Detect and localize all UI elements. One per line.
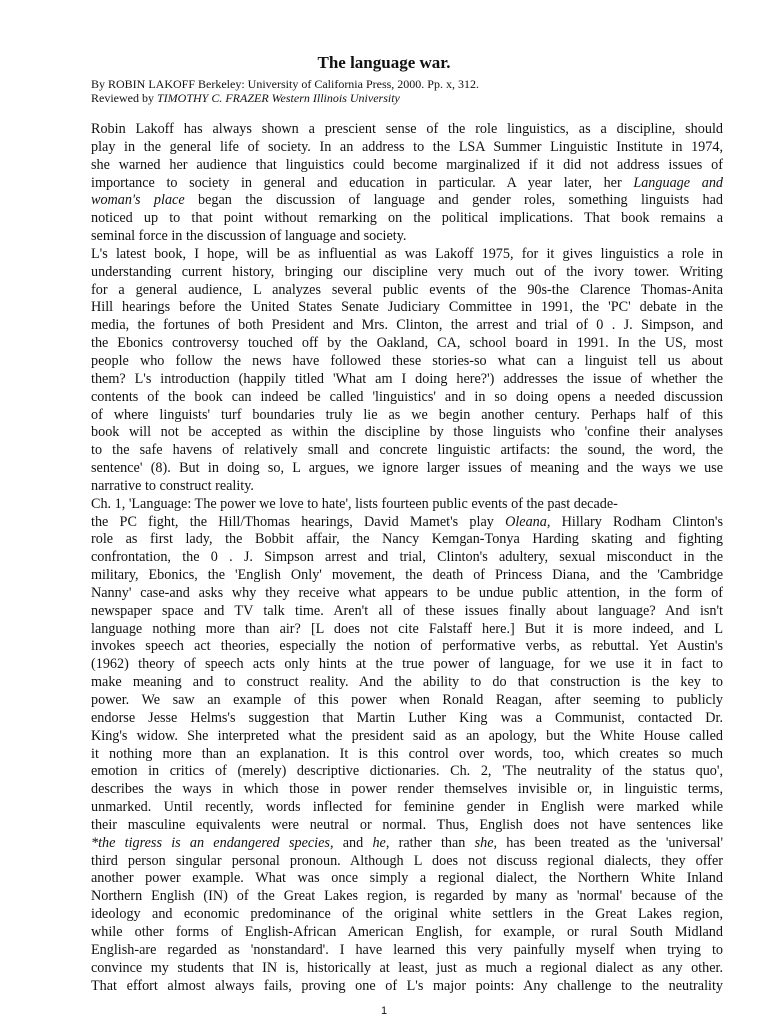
review-title: The language war. xyxy=(317,53,451,72)
text-line: language nothing more than air? [L does not cite Falstaff here.] But it is more indeed, and L xyxy=(91,620,723,637)
text-line: military, Ebonics, the 'English Only' movement, the death of Princess Diana, and the 'Cambridge xyxy=(91,567,723,584)
text-line: for a general audience, L analyzes several public events of the 90s-the Clarence Thomas-Anita xyxy=(91,281,723,298)
text-line: understanding current history, bringing our discipline very much out of the ivory tower. Writing xyxy=(91,263,723,280)
text-line: media, the fortunes of both President and Mrs. Clinton, the arrest and trial of 0 . J. Simpson, and xyxy=(91,317,723,334)
text-line: That effort almost always fails, proving one of L's major points: Any challenge to the neutrality xyxy=(91,977,723,994)
text-line: third person singular personal pronoun. Although L does not discuss regional dialects, they offer xyxy=(91,852,723,869)
text-line: importance to society in general and education in particular. A year later, her Language and xyxy=(91,174,723,191)
text-line: Ch. 1, 'Language: The power we love to hate', lists fourteen public events of the past decade- xyxy=(91,495,618,512)
text-line: play in the general life of society. In an address to the LSA Summer Linguistic Institute in 1974, xyxy=(91,138,723,155)
text-line: unmarked. Until recently, words inflected for feminine gender in English were marked while xyxy=(91,799,723,816)
reviewer-line xyxy=(91,91,691,105)
text-line: woman's place began the discussion of language and gender roles, something linguists had xyxy=(91,192,723,209)
text-line: them? L's introduction (happily titled 'What am I doing here?') addresses the issue of whether the xyxy=(91,370,723,387)
text-line: people who follow the news have followed these stories-so what can a linguist tell us about xyxy=(91,352,723,369)
review-body xyxy=(91,121,723,995)
text-line: of where linguists' turf boundaries truly lie as we begin another century. Perhaps half of this xyxy=(91,406,723,423)
reviewed-prefix: Reviewed by xyxy=(91,91,157,105)
text-line: role as first lady, the Bobbit affair, the Nancy Kemgan-Tonya Harding skating and fighting xyxy=(91,531,723,548)
text-line: invokes speech act theories, especially the notion of performative verbs, as rebuttal. Yet Austin's xyxy=(91,638,723,655)
text-line: ideology and economic predominance of the original white settlers in the Great Lakes region, xyxy=(91,906,723,923)
text-line: King's widow. She interpreted what the president said as an apology, but the White House called xyxy=(91,727,723,744)
text-line: newspaper space and TV talk time. Aren't all of these issues finally about language? And isn't xyxy=(91,602,723,619)
text-line: she warned her audience that linguistics could become marginalized if it did not address issues of xyxy=(91,156,723,173)
text-line: Hill hearings before the United States Senate Judiciary Committee in 1991, the 'PC' debate in the xyxy=(91,299,723,316)
text-line: the PC fight, the Hill/Thomas hearings, David Mamet's play Oleana, Hillary Rodham Clinton's xyxy=(91,513,723,530)
text-line: confrontation, the 0 . J. Simpson arrest and trial, Clinton's adultery, sexual misconduct in the xyxy=(91,549,723,566)
text-line: Northern English (IN) of the Great Lakes region, is regarded by many as 'normal' because of the xyxy=(91,888,723,905)
text-line: (1962) theory of speech acts only hints at the true power of language, for we use it in fact to xyxy=(91,656,723,673)
text-line: the Ebonics controversy touched off by the Oakland, CA, school board in 1991. In the US, most xyxy=(91,335,723,352)
text-line: endorse Jesse Helms's suggestion that Martin Luther King was a Communist, contacted Dr. xyxy=(91,709,723,726)
text-line: Nanny' case-and asks why they receive what appears to be undue public attention, in the form of xyxy=(91,584,723,601)
text-line: sentence' (8). But in doing so, L argues, we ignore larger issues of meaning and the ways we use xyxy=(91,460,723,477)
text-line: L's latest book, I hope, will be as influential as was Lakoff 1975, for it gives linguistics a role in xyxy=(91,245,723,262)
text-line: make meaning and to construct reality. And the ability to do that construction is the key to xyxy=(91,674,723,691)
text-line: to the safe havens of relatively small and concrete linguistic artifacts: the sound, the word, the xyxy=(91,442,723,459)
text-line: English-are regarded as 'nonstandard'. I have learned this very painfully myself when trying to xyxy=(91,941,723,958)
text-line: *the tigress is an endangered species, and he, rather than she, has been treated as the 'universal' xyxy=(91,834,723,851)
text-line: their masculine equivalents were neutral or normal. Thus, English does not have sentences like xyxy=(91,816,723,833)
text-line: it nothing more than an explanation. It is this control over words, too, which creates so much xyxy=(91,745,723,762)
text-line: another power example. What was once simply a regional dialect, the Northern White Inland xyxy=(91,870,723,887)
text-line: Robin Lakoff has always shown a prescient sense of the role linguistics, as a discipline, should xyxy=(91,121,723,137)
text-line: while other forms of English-African American English, for example, or rural South Midland xyxy=(91,923,723,940)
text-line: emotion in critics of (merely) descriptive dictionaries. Ch. 2, 'The neutrality of the status quo', xyxy=(91,763,723,780)
page-number: 1 xyxy=(380,1005,388,1017)
text-line: seminal force in the discussion of language and society. xyxy=(91,228,407,245)
book-byline: By ROBIN LAKOFF Berkeley: University of California Press, 2000. Pp. x, 312. xyxy=(91,77,479,91)
text-line: power. We saw an example of this power when Ronald Reagan, after seeming to publicly xyxy=(91,692,723,708)
text-line: contents of the book can indeed be called 'linguistics' and in so doing opens a needed discussion xyxy=(91,388,723,405)
text-line: describes the ways in which those in power render themselves invisible or, in linguistic terms, xyxy=(91,781,723,798)
text-line: noticed up to that point without remarking on the political implications. That book remains a xyxy=(91,210,723,227)
text-line: book will not be accepted as within the discipline by those linguists who 'confine their analyses xyxy=(91,424,723,441)
text-line: narrative to construct reality. xyxy=(91,477,254,494)
reviewer-name: TIMOTHY C. FRAZER Western Illinois University xyxy=(156,91,400,105)
text-line: convince my students that IN is, historically at least, just as much a regional dialect as any other. xyxy=(91,959,723,976)
